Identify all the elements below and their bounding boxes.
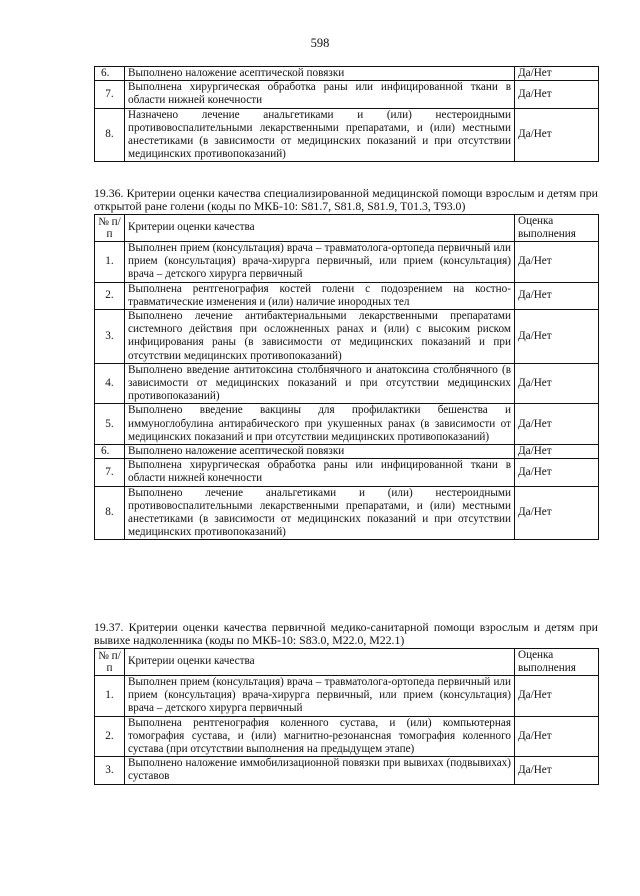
header-criterion: Критерии оценки качества [125,215,515,242]
row-number: 5. [95,404,125,445]
score-value: Да/Нет [515,757,599,784]
criterion-text: Выполнено лечение анальгетиками и (или) нестероидными противовоспалительными лекарственными препаратами, и (или) местными анестетиками (в зависимости от медицинских показаний и при отсутствии медицинских противопоказаний) [125,486,515,540]
criterion-text: Выполнено наложение асептической повязки [125,67,515,81]
row-number: 4. [95,363,125,404]
criteria-table-continued [94,66,599,162]
table-row [95,404,599,445]
row-number: 3. [95,310,125,364]
table-row [95,676,599,717]
header-score: Оценка выполнения [515,215,599,242]
row-number: 3. [95,757,125,784]
table-header-row [95,649,599,676]
score-value: Да/Нет [515,310,599,364]
criterion-text: Выполнена рентгенография коленного сустава, и (или) компьютерная томография сустава, и (или) магнитно-резонансная томография коленного сустава (при отсутствии выполнения на предыдущем этапе) [125,716,515,757]
score-value: Да/Нет [515,242,599,283]
criterion-text: Выполнен прием (консультация) врача – травматолога-ортопеда первичный или прием (консультация) врача-хирурга первичный, или прием (консультация) врача – детского хирурга первичный [125,242,515,283]
table-row [95,282,599,309]
criterion-text: Выполнено лечение антибактериальными лекарственными препаратами системного действия при осложненных ранах и (или) с высоким риском инфицирования раны (в зависимости от медицинских показаний и при отсутствии медицинских противопоказаний) [125,310,515,364]
row-number: 1. [95,676,125,717]
row-number: 7. [95,81,125,108]
row-number: 6. [95,445,125,459]
score-value: Да/Нет [515,108,599,162]
row-number: 8. [95,108,125,162]
score-value: Да/Нет [515,676,599,717]
section-heading-19-37: 19.37. Критерии оценки качества первичной медико-санитарной помощи взрослым и детям при вывихе надколенника (коды по МКБ-10: S83.0, M22.0, M22.1) [94,620,598,647]
header-score: Оценка выполнения [515,649,599,676]
score-value: Да/Нет [515,67,599,81]
criterion-text: Выполнено введение вакцины для профилактики бешенства и иммуноглобулина антирабического при укушенных ранах (в зависимости от медицинских показаний и при отсутствии медицинских противопоказаний) [125,404,515,445]
section-heading-19-36: 19.36. Критерии оценки качества специализированной медицинской помощи взрослым и детям при открытой ране голени (коды по МКБ-10: S81.7, S81.8, S81.9, T01.3, T93.0) [94,186,598,213]
criteria-table-19-37 [94,648,599,785]
table-header-row [95,215,599,242]
row-number: 8. [95,486,125,540]
header-number: № п/п [95,215,125,242]
criterion-text: Выполнен прием (консультация) врача – травматолога-ортопеда первичный или прием (консультация) врача-хирурга первичный, или прием (консультация) врача – детского хирурга первичный [125,676,515,717]
score-value: Да/Нет [515,282,599,309]
header-criterion: Критерии оценки качества [125,649,515,676]
table-row [95,67,599,81]
table-row [95,242,599,283]
criterion-text: Выполнена хирургическая обработка раны или инфицированной ткани в области нижней конечности [125,81,515,108]
criterion-text: Назначено лечение анальгетиками и (или) нестероидными противовоспалительными лекарственными препаратами, и (или) местными анестетиками (в зависимости от медицинских показаний и при отсутствии медицинских противопоказаний) [125,108,515,162]
score-value: Да/Нет [515,404,599,445]
table-row [95,445,599,459]
row-number: 1. [95,242,125,283]
row-number: 2. [95,716,125,757]
criteria-table-19-36 [94,214,599,540]
criterion-text: Выполнено наложение асептической повязки [125,445,515,459]
score-value: Да/Нет [515,81,599,108]
row-number: 2. [95,282,125,309]
page-number: 598 [310,36,330,50]
row-number: 6. [95,67,125,81]
score-value: Да/Нет [515,716,599,757]
row-number: 7. [95,459,125,486]
table-row [95,757,599,784]
criterion-text: Выполнена хирургическая обработка раны или инфицированной ткани в области нижней конечности [125,459,515,486]
table-row [95,108,599,162]
table-row [95,310,599,364]
table-row [95,486,599,540]
score-value: Да/Нет [515,486,599,540]
criterion-text: Выполнено введение антитоксина столбнячного и анатоксина столбнячного (в зависимости от медицинских показаний и при отсутствии медицинских противопоказаний) [125,363,515,404]
score-value: Да/Нет [515,445,599,459]
criterion-text: Выполнено наложение иммобилизационной повязки при вывихах (подвывихах) суставов [125,757,515,784]
table-row [95,81,599,108]
header-number: № п/п [95,649,125,676]
table-row [95,363,599,404]
criterion-text: Выполнена рентгенография костей голени с подозрением на костно-травматические изменения и (или) наличие инородных тел [125,282,515,309]
score-value: Да/Нет [515,363,599,404]
table-row [95,716,599,757]
score-value: Да/Нет [515,459,599,486]
table-row [95,459,599,486]
